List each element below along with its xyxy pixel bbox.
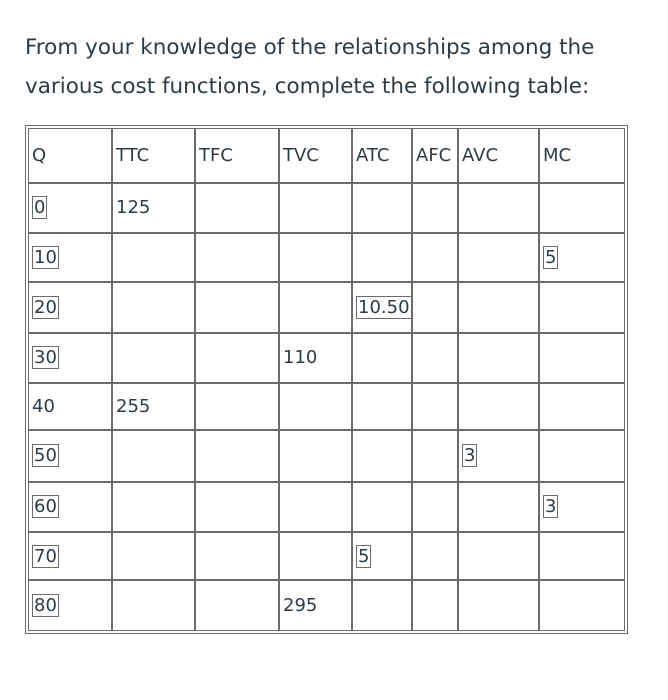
- table-row: [28, 532, 625, 580]
- cell-afc: [412, 383, 458, 430]
- cell-atc: [352, 482, 412, 533]
- cell-mc: [539, 183, 625, 234]
- cell-value: 5: [545, 246, 557, 268]
- cell-tfc: [195, 233, 279, 281]
- cell-ttc: [112, 532, 195, 580]
- cell-value: 10: [34, 246, 57, 268]
- cell-ttc: [112, 482, 195, 533]
- cell-value: 70: [34, 545, 57, 567]
- cell-afc: [412, 183, 458, 234]
- cell-atc: [352, 183, 412, 234]
- cell-tvc: [279, 482, 352, 533]
- cell-afc: [412, 333, 458, 382]
- cell-value: 30: [34, 347, 57, 369]
- cell-q: 40: [28, 383, 112, 430]
- cell-tfc: [195, 333, 279, 382]
- question-line-2: various cost functions, complete the following table:: [25, 74, 590, 99]
- cell-ttc: 125: [112, 183, 195, 234]
- cell-avc: [458, 482, 539, 533]
- table-row: [28, 430, 625, 482]
- cell-tvc: 295: [279, 580, 352, 631]
- cell-tfc: [195, 532, 279, 580]
- cost-table-body: [28, 128, 625, 631]
- cell-atc: [352, 282, 412, 334]
- cell-avc: [458, 282, 539, 334]
- cell-value: 3: [464, 445, 476, 467]
- cell-tvc: 110: [279, 333, 352, 382]
- cell-value: 20: [34, 296, 57, 318]
- header-atc: ATC: [352, 128, 412, 183]
- cell-afc: [412, 580, 458, 631]
- cell-q: [28, 482, 112, 533]
- cell-atc: [352, 333, 412, 382]
- cell-afc: [412, 482, 458, 533]
- cell-mc: [539, 333, 625, 382]
- cell-q: [28, 430, 112, 482]
- cell-avc: [458, 333, 539, 382]
- header-mc: MC: [539, 128, 625, 183]
- cell-tvc: [279, 532, 352, 580]
- table-row: [28, 482, 625, 533]
- header-tfc: TFC: [195, 128, 279, 183]
- table-row: [28, 333, 625, 382]
- cell-ttc: [112, 282, 195, 334]
- cell-value: 80: [34, 595, 57, 617]
- header-avc: AVC: [458, 128, 539, 183]
- cell-mc: [539, 532, 625, 580]
- table-row: [28, 183, 625, 234]
- table-row: [28, 580, 625, 631]
- cell-avc: [458, 183, 539, 234]
- cell-avc: [458, 430, 539, 482]
- table-row: [28, 282, 625, 334]
- cell-afc: [412, 282, 458, 334]
- table-row: [28, 233, 625, 281]
- header-q: Q: [28, 128, 112, 183]
- cell-mc: [539, 383, 625, 430]
- cell-afc: [412, 532, 458, 580]
- cell-value: 60: [34, 496, 57, 518]
- cell-mc: [539, 482, 625, 533]
- cell-value: 5: [358, 545, 370, 567]
- header-row: [28, 128, 625, 183]
- cell-ttc: 255: [112, 383, 195, 430]
- cost-table-frame: [25, 125, 628, 634]
- cell-value: 50: [34, 445, 57, 467]
- cell-tvc: [279, 430, 352, 482]
- cost-table: [28, 128, 625, 631]
- cell-mc: [539, 233, 625, 281]
- header-ttc: TTC: [112, 128, 195, 183]
- cell-ttc: [112, 580, 195, 631]
- cell-mc: [539, 282, 625, 334]
- cell-tfc: [195, 183, 279, 234]
- question-line-1: From your knowledge of the relationships among the: [25, 35, 595, 60]
- cell-q: [28, 333, 112, 382]
- cell-afc: [412, 430, 458, 482]
- cell-avc: [458, 383, 539, 430]
- header-tvc: TVC: [279, 128, 352, 183]
- cell-tfc: [195, 383, 279, 430]
- cell-atc: [352, 532, 412, 580]
- cell-tvc: [279, 183, 352, 234]
- question-text: [25, 28, 645, 106]
- cell-value: 10.50: [358, 296, 410, 318]
- header-afc: AFC: [412, 128, 458, 183]
- cell-tvc: [279, 282, 352, 334]
- cell-tvc: [279, 233, 352, 281]
- cell-q: [28, 532, 112, 580]
- cell-mc: [539, 580, 625, 631]
- cell-q: [28, 233, 112, 281]
- cell-ttc: [112, 333, 195, 382]
- cell-value: 0: [34, 197, 46, 219]
- cell-mc: [539, 430, 625, 482]
- cell-ttc: [112, 233, 195, 281]
- cell-avc: [458, 233, 539, 281]
- cell-tvc: [279, 383, 352, 430]
- cell-tfc: [195, 580, 279, 631]
- cell-atc: [352, 580, 412, 631]
- cell-atc: [352, 430, 412, 482]
- cell-value: 3: [545, 496, 557, 518]
- cell-atc: [352, 383, 412, 430]
- cell-avc: [458, 532, 539, 580]
- cell-avc: [458, 580, 539, 631]
- cell-tfc: [195, 430, 279, 482]
- cell-q: [28, 580, 112, 631]
- cell-q: [28, 183, 112, 234]
- cell-ttc: [112, 430, 195, 482]
- cell-tfc: [195, 282, 279, 334]
- cell-tfc: [195, 482, 279, 533]
- cell-atc: [352, 233, 412, 281]
- cell-q: [28, 282, 112, 334]
- table-row: [28, 383, 625, 430]
- cell-afc: [412, 233, 458, 281]
